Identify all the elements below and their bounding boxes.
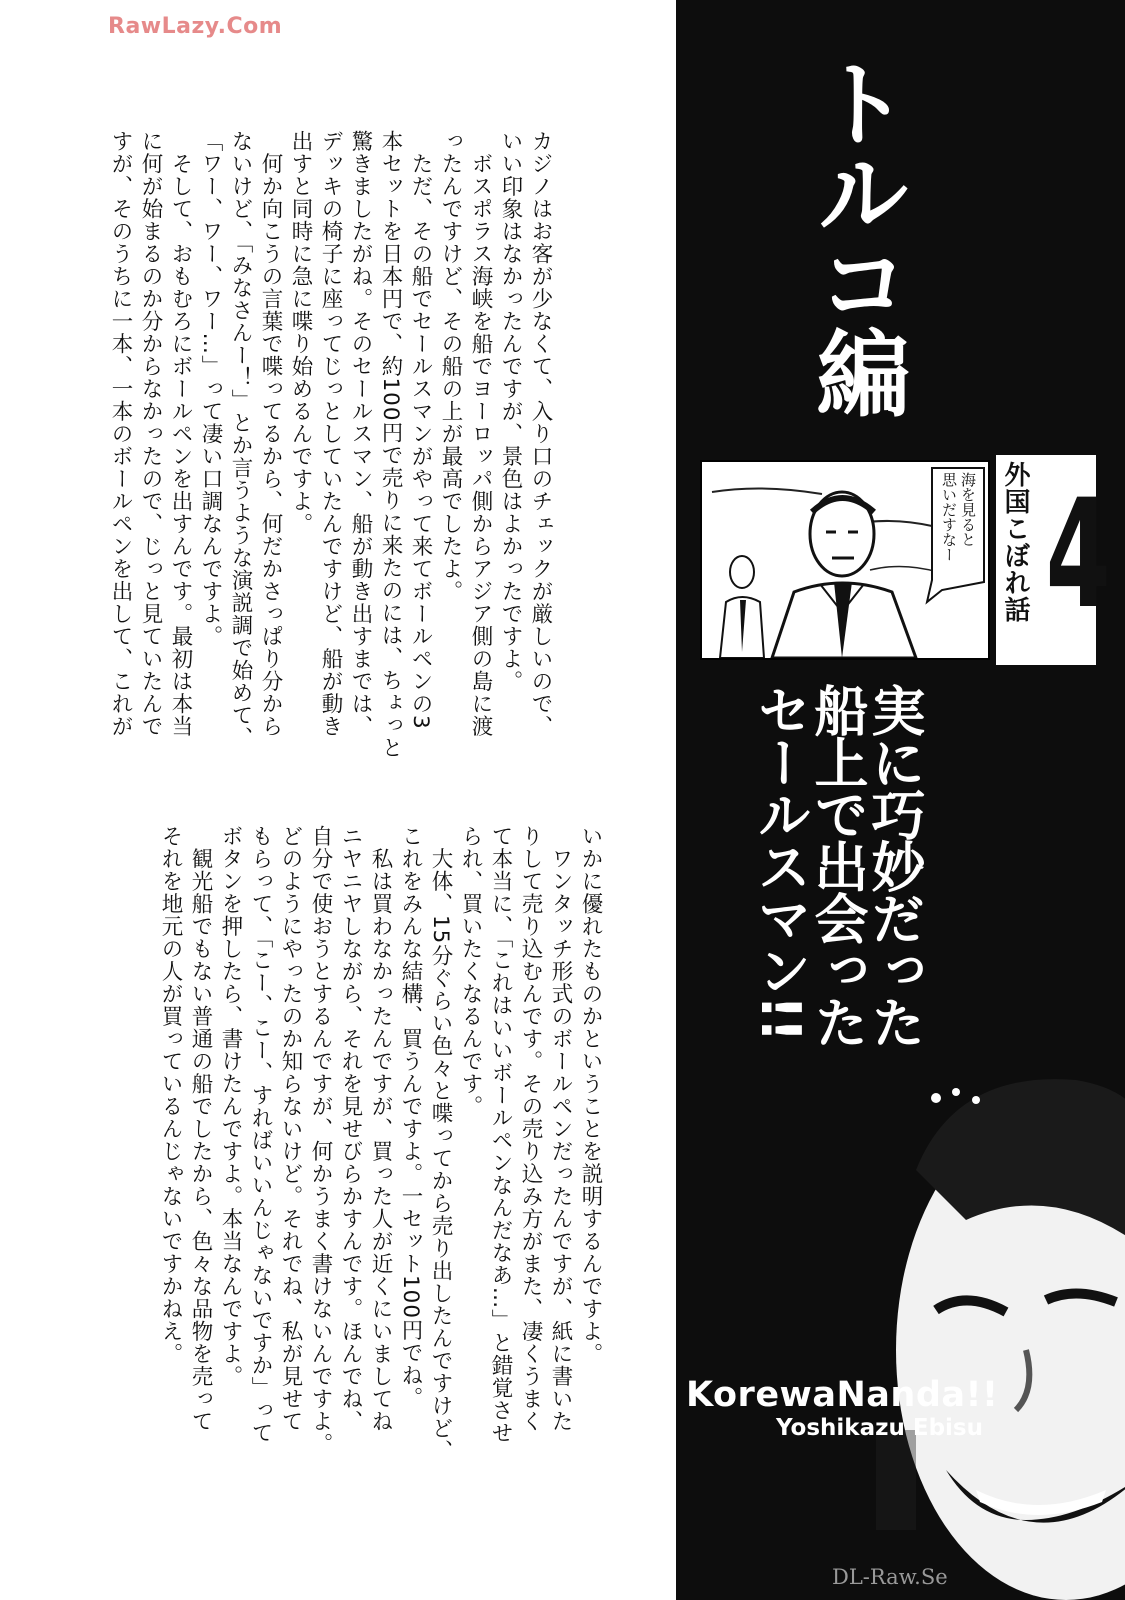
headline-line-2: 船上で出会った xyxy=(806,683,869,1047)
text-column: ボタンを押したら、書けたんですよ。本当なんですよ。 xyxy=(218,825,243,1388)
headline-line-1: 実に巧妙だった xyxy=(863,683,926,1047)
speech-bubble-line-1: 海を見ると xyxy=(959,472,977,547)
speech-bubble-line-2: 思いだすなー xyxy=(940,472,958,562)
text-column: デッキの椅子に座ってじっとしていたんですけど、船が動き xyxy=(318,130,343,738)
text-column: ったんですけど、その船の上が最高でしたよ。 xyxy=(438,130,463,603)
episode-label: 外国こぼれ話 xyxy=(1000,461,1030,623)
headline-line-3: セールスマン!! xyxy=(749,683,812,1041)
watermark-bottom: DL-Raw.Se xyxy=(832,1565,948,1589)
logo-sub: Yoshikazu Ebisu xyxy=(776,1415,983,1441)
text-column: それを地元の人が買っているんじゃないですかねえ。 xyxy=(158,825,183,1365)
text-column: ボスポラス海峡を船でヨーロッパ側からアジア側の島に渡 xyxy=(468,130,493,738)
text-column: 大体、15分ぐらい色々と喋ってから売り出したんですけど、 xyxy=(428,825,453,1462)
text-column: られ、買いたくなるんです。 xyxy=(458,825,483,1118)
episode-strip xyxy=(996,455,1111,665)
text-column: ただ、その船でセールスマンがやって来てボールペンの3 xyxy=(408,130,433,730)
text-column: ワンタッチ形式のボールペンだったんですが、紙に書いた xyxy=(548,825,573,1433)
text-column: そして、おもむろにボールペンを出すんです。最初は本当 xyxy=(168,130,193,738)
text-column: どのようにやったのか知らないけど。それでね、私が見せて xyxy=(278,825,303,1433)
text-column: カジノはお客が少なくて、入り口のチェックが厳しいので、 xyxy=(528,130,553,738)
text-column: これをみんな結構、買うんですよ。一セット100円でね。 xyxy=(398,825,423,1410)
text-column: 何か向こうの言葉で喋ってるから、何だかさっぱり分から xyxy=(258,130,283,738)
text-column: いい印象はなかったんですが、景色はよかったですよ。 xyxy=(498,130,523,693)
essay-lower-block xyxy=(85,825,605,1465)
text-column: もらって、「こー、こー、すればいいんじゃないですか」って xyxy=(248,825,273,1445)
two-men-on-ship-icon xyxy=(700,460,990,660)
text-column: 驚きましたがね。そのセールスマン、船が動き出すまでは、 xyxy=(348,130,373,738)
text-column: すが、そのうちに一本、一本のボールペンを出して、これが xyxy=(108,130,133,738)
text-column: に何が始まるのか分からなかったので、じっと見ていたんで xyxy=(138,130,163,738)
text-column: 出すと同時に急に喋り始めるんですよ。 xyxy=(288,130,313,535)
text-column: ないけど、「みなさんー！」とか言うような演説調で始めて、 xyxy=(228,130,253,750)
series-title: トルコ編 xyxy=(800,55,909,415)
text-column: 「ワー、ワー、ワー…」って凄い口調なんですよ。 xyxy=(198,130,223,648)
text-column: ニヤニヤしながら、それを見せびらかすんです。ほんでね、 xyxy=(338,825,363,1433)
essay-upper-block xyxy=(85,130,555,770)
episode-number: 4 xyxy=(1045,468,1111,642)
watermark-top: RawLazy.Com xyxy=(108,14,283,39)
text-column: 自分で使おうとするんですが、何かうまく書けないんですよ。 xyxy=(308,825,333,1455)
logo xyxy=(686,1375,999,1441)
text-column: 観光船でもない普通の船でしたから、色々な品物を売って xyxy=(188,825,213,1433)
text-column: いかに優れたものかということを説明するんですよ。 xyxy=(578,825,603,1365)
logo-main: KorewaNanda!! xyxy=(686,1375,999,1415)
text-column: て本当に、「これはいいボールペンなんだなあ…」と錯覚させ xyxy=(488,825,513,1445)
text-column: りして売り込むんです。その売り込み方がまた、凄くうまく xyxy=(518,825,543,1433)
text-column: 私は買わなかったんですが、買った人が近くにいましてね xyxy=(368,825,393,1433)
laughing-man-portrait-icon xyxy=(876,1050,1125,1600)
text-column: 本セットを日本円で、約100円で売りに来たのには、ちょっと xyxy=(378,130,403,760)
title-panel xyxy=(676,0,1125,1600)
